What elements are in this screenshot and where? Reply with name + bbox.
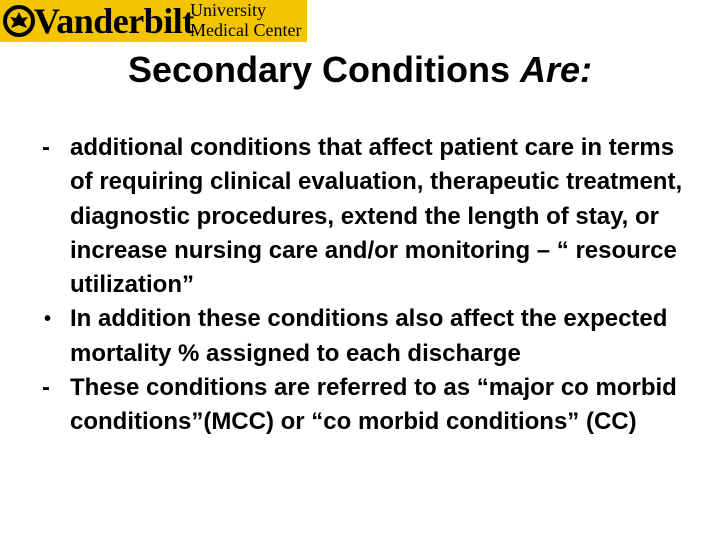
list-item-text: additional conditions that affect patient care in terms of requiring clinical evaluation, therapeutic treatment, diagnostic procedures, extend the length of stay, or increase nursing care and/or monitoring – “ resource utilization” <box>70 134 683 299</box>
dash-marker: - <box>42 374 50 402</box>
bullet-dot-marker: • <box>44 308 52 331</box>
list-item-text: In addition these conditions also affect the expected mortality % assigned to each discharge <box>70 305 668 367</box>
vanderbilt-logo <box>0 0 307 42</box>
logo-medical-center: Medical Center <box>190 20 302 40</box>
logo-wordmark: Vanderbilt <box>34 1 194 41</box>
dash-marker: - <box>42 134 50 161</box>
list-item <box>0 302 720 371</box>
title-main: Secondary Conditions <box>127 49 520 90</box>
logo-university: University <box>190 0 266 20</box>
oak-leaf-seal-icon <box>3 5 35 37</box>
bullet-list <box>0 131 720 440</box>
page-title <box>0 46 720 94</box>
list-item <box>0 131 720 302</box>
title-emphasis: Are: <box>520 49 593 90</box>
list-item-text: These conditions are referred to as “major co morbid conditions”(MCC) or “co morbid conditions” (CC) <box>70 374 677 436</box>
list-item <box>0 371 720 440</box>
